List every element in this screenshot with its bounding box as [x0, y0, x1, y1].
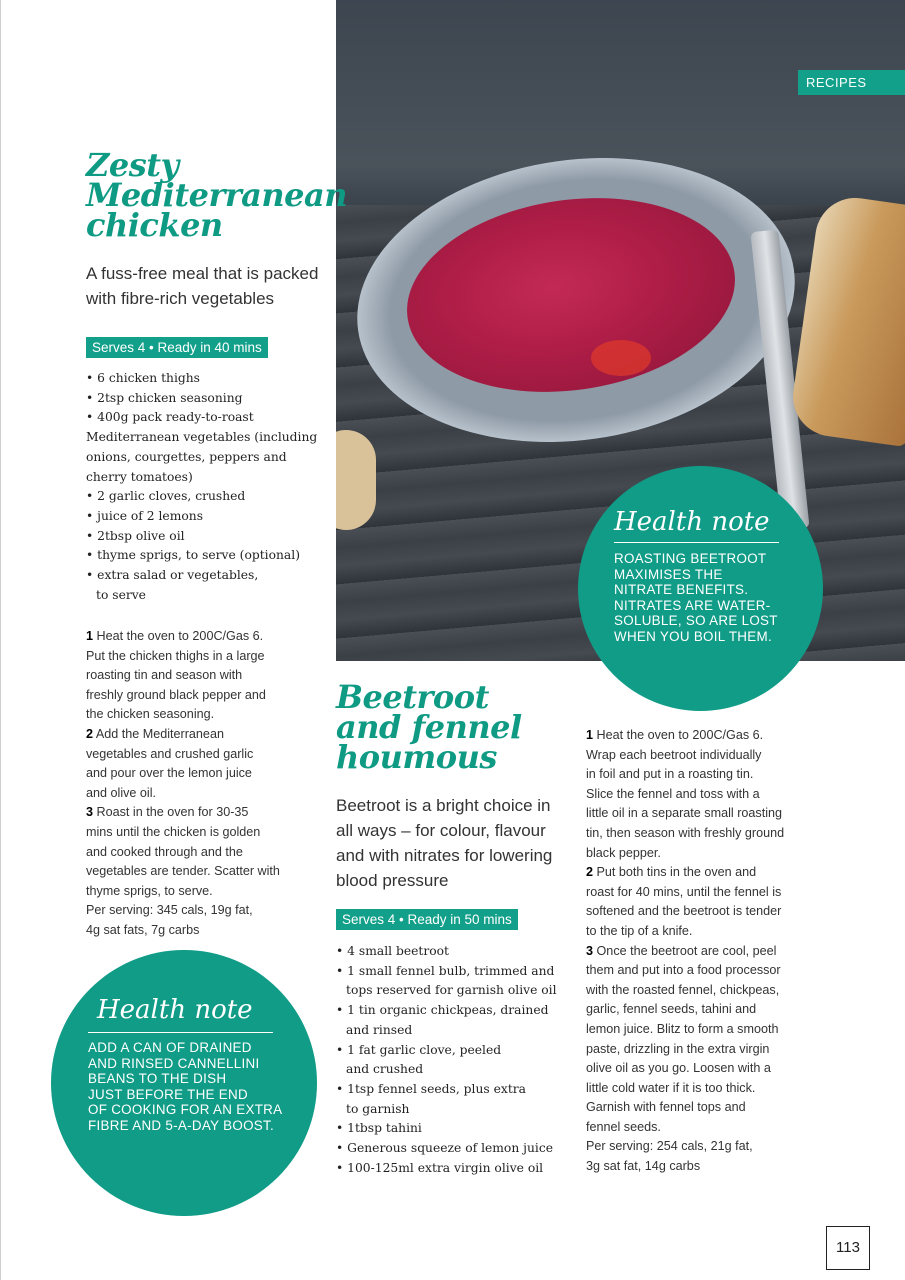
ingredient-item: • 4 small beetroot [336, 944, 449, 958]
ingredient-item: • 1 small fennel bulb, trimmed and [336, 963, 555, 978]
ingredient-item: • thyme sprigs, to serve (optional) [86, 548, 300, 563]
step-line: Heat the oven to 200C/Gas 6. [96, 629, 264, 643]
health-note-line: MAXIMISES THE [614, 566, 723, 582]
step-line: paste, drizzling in the extra virgin [586, 1041, 770, 1056]
step-line: with the roasted fennel, chickpeas, [586, 982, 780, 997]
ingredient-item: • 1 tin organic chickpeas, drained [336, 1003, 549, 1018]
step-number: 2 [586, 865, 594, 880]
ingredient-item: • 2tbsp olive oil [86, 528, 185, 543]
health-note-line: NITRATES ARE WATER- [614, 597, 771, 613]
title-line: houmous [336, 738, 497, 776]
ingredient-item: and crushed [346, 1062, 424, 1077]
step-line: thyme sprigs, to serve. [86, 883, 213, 898]
method-step [586, 863, 826, 941]
intro-line: Beetroot is a bright choice in [336, 796, 551, 815]
recipe2-serves-badge: Serves 4 • Ready in 50 mins [336, 909, 518, 930]
ingredient-item: Mediterranean vegetables (including [86, 430, 318, 445]
bread-piece [336, 430, 376, 530]
step-number: 2 [86, 726, 94, 741]
health-note-text [88, 1040, 282, 1133]
title-line: Zesty [86, 146, 179, 184]
step-line: vegetables are tender. Scatter with [86, 864, 280, 879]
health-note-title: Health note [97, 995, 253, 1025]
step-line: Add the Mediterranean [95, 726, 224, 741]
ingredient-item: • extra salad or vegetables, [86, 568, 259, 583]
section-tab: RECIPES [798, 70, 905, 95]
step-number: 3 [86, 805, 94, 820]
step-line: Roast in the oven for 30-35 [96, 805, 249, 820]
step-line: Wrap each beetroot individually [586, 747, 762, 762]
step-line: Put the chicken thighs in a large [86, 648, 265, 663]
ingredient-item: • juice of 2 lemons [86, 508, 204, 523]
recipe1-serves-badge: Serves 4 • Ready in 40 mins [86, 337, 268, 358]
step-line: Put both tins in the oven and [596, 865, 757, 880]
step-line: little cold water if it is too thick. [586, 1080, 756, 1095]
step-line: roasting tin and season with [86, 668, 243, 683]
ingredient-item: cherry tomatoes) [86, 469, 193, 484]
per-serving [86, 901, 326, 940]
health-note-line: BEANS TO THE DISH [88, 1071, 227, 1086]
ingredient-item: • 1 fat garlic clove, peeled [336, 1042, 502, 1057]
step-line: black pepper. [586, 845, 661, 860]
title-line: Beetroot [336, 678, 489, 716]
health-note-line: NITRATE BENEFITS. [614, 582, 749, 597]
intro-line: with fibre-rich vegetables [86, 289, 275, 308]
recipe2-intro [336, 793, 552, 893]
intro-line: blood pressure [336, 871, 449, 890]
step-line: tin, then season with freshly ground [586, 825, 785, 840]
page-number: 113 [826, 1226, 870, 1270]
step-line: vegetables and crushed garlic [86, 746, 254, 761]
ingredient-item: • 2tsp chicken seasoning [86, 390, 243, 405]
ingredient-item: onions, courgettes, peppers and [86, 449, 287, 464]
ingredient-item: and rinsed [346, 1022, 413, 1037]
step-line: and olive oil. [86, 785, 157, 800]
step-line: freshly ground black pepper and [86, 687, 266, 702]
step-line: them and put into a food processor [586, 963, 781, 978]
recipe2-title [336, 678, 522, 776]
step-line: softened and the beetroot is tender [586, 904, 782, 919]
step-line: and pour over the lemon juice [86, 766, 252, 781]
ingredient-item: • 400g pack ready-to-roast [86, 410, 254, 425]
step-line: in foil and put in a roasting tin. [586, 767, 754, 782]
step-line: to the tip of a knife. [586, 923, 693, 938]
per-serving-line: Per serving: 345 cals, 19g fat, [86, 903, 253, 918]
health-note-line: ADD A CAN OF DRAINED [88, 1040, 252, 1055]
health-note-divider [88, 1032, 273, 1033]
step-line: Slice the fennel and toss with a [586, 786, 760, 801]
per-serving [586, 1137, 826, 1176]
step-line: mins until the chicken is golden [86, 824, 261, 839]
method-step [86, 725, 326, 803]
ingredient-item: • 1tbsp tahini [336, 1121, 422, 1136]
recipe1-title [86, 146, 348, 244]
recipe2-ingredients [336, 942, 557, 1178]
health-note-line: JUST BEFORE THE END [88, 1086, 248, 1102]
recipe2-method [586, 726, 826, 1177]
method-step [586, 942, 826, 1138]
intro-line: and with nitrates for lowering [336, 846, 553, 865]
health-note-line: FIBRE AND 5-A-DAY BOOST. [88, 1117, 275, 1133]
title-line: chicken [86, 206, 223, 244]
step-line: fennel seeds. [586, 1119, 661, 1134]
recipe1-intro [86, 261, 318, 311]
health-note-line: SOLUBLE, SO ARE LOST [614, 613, 778, 628]
ingredient-item: • 2 garlic cloves, crushed [86, 489, 246, 504]
health-note-line: WHEN YOU BOIL THEM. [614, 628, 772, 644]
health-note-divider [614, 542, 779, 543]
ingredient-item: • 100-125ml extra virgin olive oil [336, 1160, 544, 1175]
per-serving-line: 4g sat fats, 7g carbs [86, 922, 200, 937]
ingredient-item: to garnish [346, 1101, 410, 1116]
step-line: Once the beetroot are cool, peel [596, 943, 777, 958]
step-line: little oil in a separate small roasting [586, 806, 782, 821]
ingredient-item: • 1tsp fennel seeds, plus extra [336, 1081, 526, 1096]
intro-line: A fuss-free meal that is packed [86, 264, 319, 283]
health-note-line: OF COOKING FOR AN EXTRA [88, 1102, 283, 1117]
step-line: the chicken seasoning. [86, 707, 215, 722]
step-line: olive oil as you go. Loosen with a [586, 1061, 771, 1076]
page-edge-rule [0, 0, 1, 1280]
health-note-line: AND RINSED CANNELLINI [88, 1055, 260, 1071]
step-number: 1 [86, 629, 94, 643]
step-line: roast for 40 mins, until the fennel is [586, 884, 782, 899]
health-note-line: ROASTING BEETROOT [614, 551, 767, 566]
recipe1-method [86, 627, 326, 941]
recipe1-ingredients [86, 369, 317, 605]
step-line: garlic, fennel seeds, tahini and [586, 1002, 757, 1017]
step-line: Garnish with fennel tops and [586, 1100, 746, 1115]
per-serving-line: Per serving: 254 cals, 21g fat, [586, 1139, 753, 1154]
method-step [86, 803, 326, 901]
title-line: and fennel [336, 708, 522, 746]
ingredient-item: tops reserved for garnish olive oil [346, 983, 557, 998]
step-line: lemon juice. Blitz to form a smooth [586, 1021, 779, 1036]
per-serving-line: 3g sat fat, 14g carbs [586, 1159, 701, 1174]
olive-oil-drizzle [591, 340, 651, 376]
health-note-text [614, 551, 778, 644]
ingredient-item: to serve [96, 587, 146, 602]
step-line: Heat the oven to 200C/Gas 6. [596, 728, 764, 742]
method-step [586, 726, 826, 863]
health-note-title: Health note [614, 507, 770, 537]
step-line: and cooked through and the [86, 844, 243, 859]
method-step [86, 627, 326, 725]
step-number: 1 [586, 728, 594, 742]
title-line: Mediterranean [86, 176, 348, 214]
intro-line: all ways – for colour, flavour [336, 821, 546, 840]
ingredient-item: • Generous squeeze of lemon juice [336, 1141, 553, 1156]
ingredient-item: • 6 chicken thighs [86, 371, 200, 385]
step-number: 3 [586, 943, 594, 958]
